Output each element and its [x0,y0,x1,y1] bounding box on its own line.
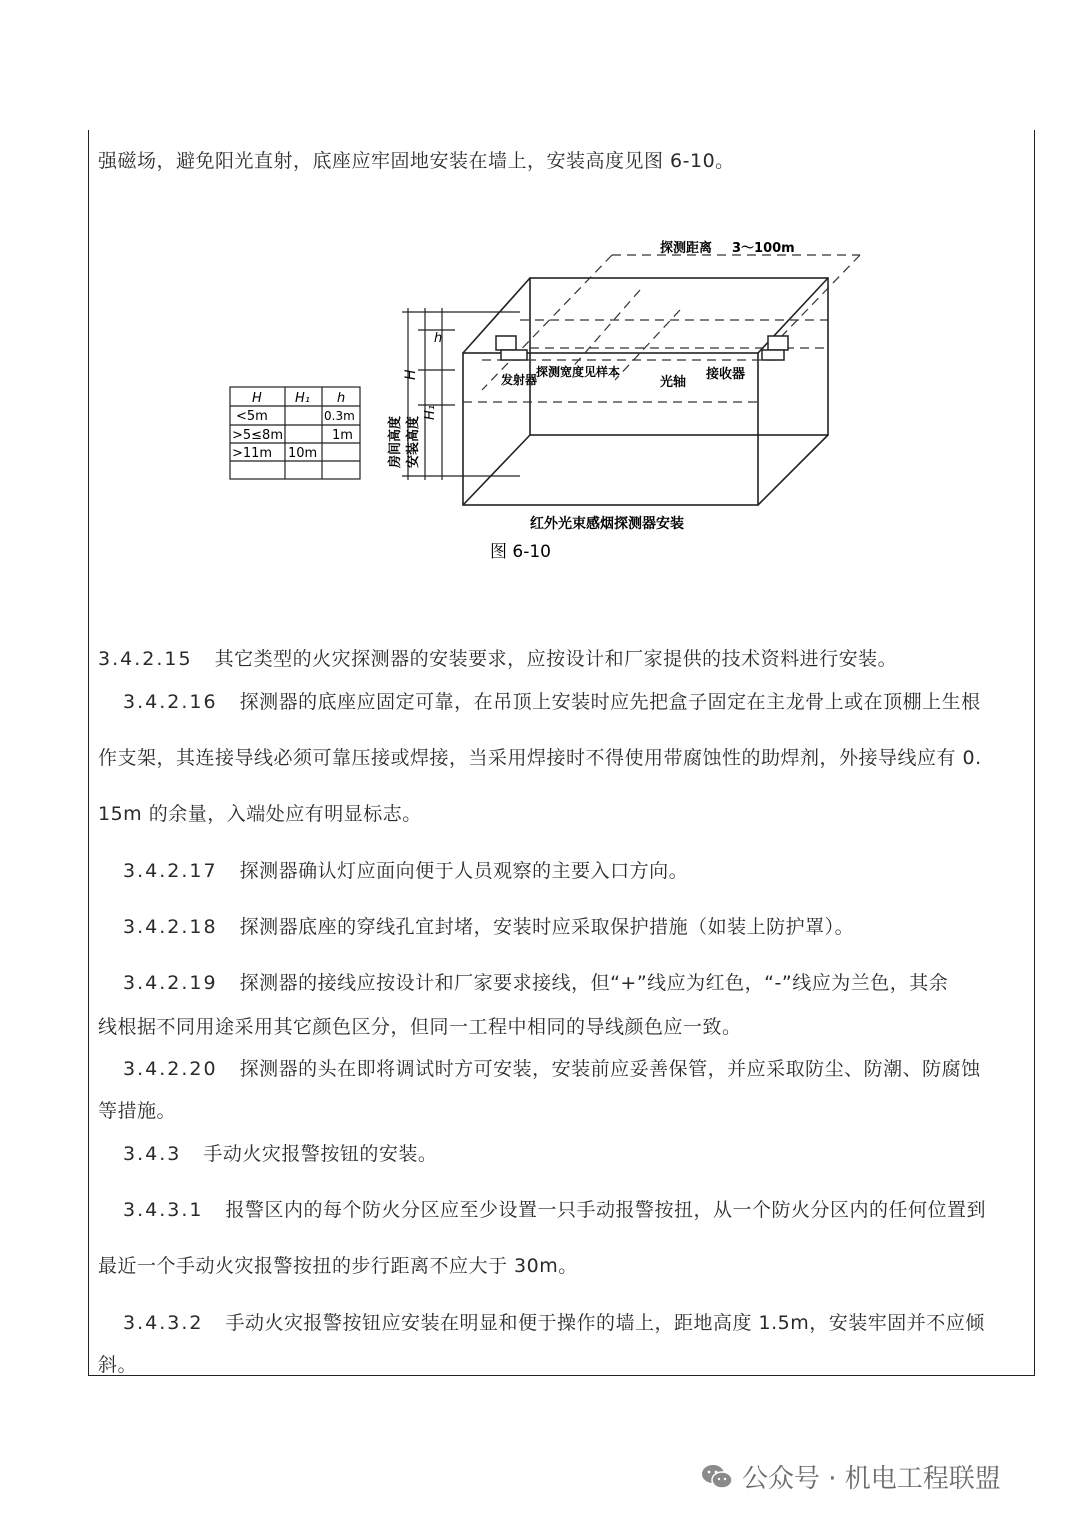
para-3-4-2-19-line2: 线根据不同用途采用其它颜色区分，但同一工程中相同的导线颜色应一致。 [98,1016,742,1038]
para-3-4-3-2: 3.4.3.2 手动火灾报警按钮应安装在明显和便于操作的墙上，距地高度 1.5m，安装牢固并不应倾 [123,1312,985,1334]
table-cell: 0.3m [324,409,355,423]
label-distance-range: 3～100m [732,241,795,256]
para-3-4-3-1-line2: 最近一个手动火灾报警按扭的步行距离不应大于 30m。 [98,1255,578,1277]
label-H1: H₁ [423,405,438,420]
para-3-4-3: 3.4.3 手动火灾报警按钮的安装。 [123,1143,438,1165]
label-optical-axis: 光轴 [660,375,687,390]
table-header-H1: H₁ [295,391,310,406]
label-install-height: 安装高度 [406,415,421,468]
para-3-4-2-17: 3.4.2.17 探测器确认灯应面向便于人员观察的主要入口方向。 [123,860,689,882]
watermark-text: 公众号 · 机电工程联盟 [742,1464,1001,1494]
paragraph-intro: 强磁场，避免阳光直射，底座应牢固地安装在墙上，安装高度见图 6-10。 [98,150,735,172]
label-room-height: 房间高度 [388,415,403,468]
label-detect-distance: 探测距离 [660,241,713,256]
para-3-4-2-16-line3: 15m 的余量，入端处应有明显标志。 [98,803,422,825]
table-header-H: H [252,391,262,406]
table-cell: 1m [332,428,353,443]
para-3-4-2-16: 3.4.2.16 探测器的底座应固定可靠，在吊顶上安装时应先把盒子固定在主龙骨上或在顶棚上生根 [123,691,981,713]
figure-6-10 [220,230,880,570]
para-3-4-3-1: 3.4.3.1 报警区内的每个防火分区应至少设置一只手动报警按扭，从一个防火分区内的任何位置到 [123,1199,986,1221]
para-3-4-2-20: 3.4.2.20 探测器的头在即将调试时方可安装，安装前应妥善保管，并应采取防尘、防潮、防腐蚀 [123,1058,981,1080]
para-3-4-3-2-line2: 斜。 [98,1354,138,1376]
table-cell: 10m [288,446,318,461]
figure-inner-caption: 红外光束感烟探测器安装 [530,516,684,532]
table-cell: >11m [232,446,273,461]
table-cell: <5m [236,409,268,424]
label-emitter: 发射器 [501,373,538,387]
table-cell: >5≤8m [232,428,283,443]
label-detect-width: 探测宽度见样本 [536,365,621,379]
para-3-4-2-15: 3.4.2.15 其它类型的火灾探测器的安装要求，应按设计和厂家提供的技术资料进行安装。 [98,648,898,670]
para-3-4-2-18: 3.4.2.18 探测器底座的穿线孔宜封堵，安装时应采取保护措施（如装上防护罩）。 [123,916,855,938]
para-3-4-2-19: 3.4.2.19 探测器的接线应按设计和厂家要求接线，但“+”线应为红色，“-”线应为兰色，其余 [123,972,949,994]
label-H: H [403,369,419,380]
watermark [700,1458,1001,1495]
figure-caption: 图 6-10 [490,542,551,562]
table-header-h: h [337,391,346,406]
para-3-4-2-16-line2: 作支架，其连接导线必须可靠压接或焊接，当采用焊接时不得使用带腐蚀性的助焊剂，外接导线应有 0. [98,747,982,769]
label-receiver: 接收器 [706,367,746,382]
para-3-4-2-20-line2: 等措施。 [98,1100,177,1122]
wechat-icon [700,1463,734,1491]
label-h: h [434,331,443,346]
